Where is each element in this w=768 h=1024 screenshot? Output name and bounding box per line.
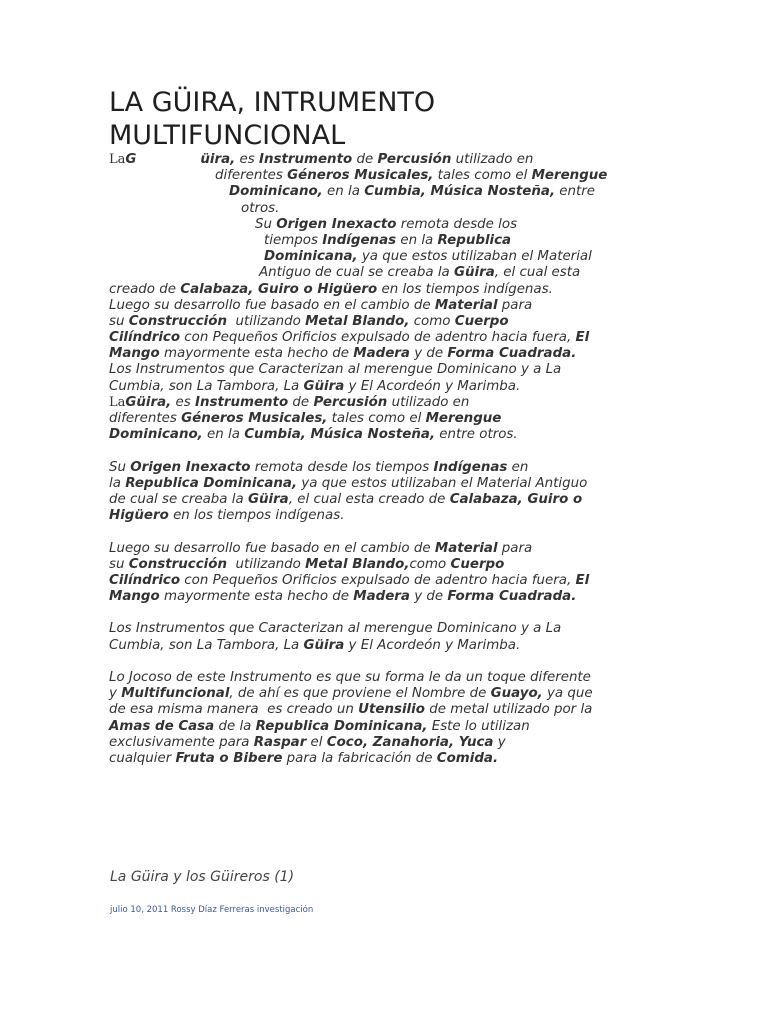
text-line: diferentes Géneros Musicales, tales como el Merengue: [215, 168, 608, 184]
page-title: LA GÜIRA, INTRUMENTO MULTIFUNCIONAL: [109, 87, 436, 151]
text-line: Lo Jocoso de este Instrumento es que su forma le da un toque diferente: [109, 670, 591, 685]
text-line: creado de Calabaza, Guiro o Higüero en los tiempos indígenas.: [109, 281, 553, 297]
text-line: cualquier Fruta o Bibere para la fabricación de Comida.: [109, 750, 499, 766]
text-line: Cilíndrico con Pequeños Orificios expulsado de adentro hacia fuera, El: [109, 330, 590, 346]
text-line: Cumbia, son La Tambora, La Güira y El Acordeón y Marimba.: [109, 637, 521, 653]
text-line: Higüero en los tiempos indígenas.: [109, 508, 345, 524]
text-line: Su Origen Inexacto remota desde los tiempos Indígenas en: [109, 459, 529, 475]
text-line: Cilíndrico con Pequeños Orificios expulsado de adentro hacia fuera, El: [109, 572, 590, 588]
text-line: LaG üira, es Instrumento de Percusión utilizado en: [109, 152, 534, 167]
text-line: la Republica Dominicana, ya que estos utilizaban el Material Antiguo: [109, 475, 588, 491]
text-line: diferentes Géneros Musicales, tales como el Merengue: [109, 411, 502, 426]
text-line: LaGüira, es Instrumento de Percusión utilizado en: [109, 394, 470, 410]
text-line: otros.: [241, 200, 280, 216]
text-line: tiempos Indígenas en la Republica: [264, 232, 512, 248]
text-line: de cual se creaba la Güira, el cual esta creado de Calabaza, Guiro o: [109, 491, 583, 507]
post-meta[interactable]: julio 10, 2011 Rossy Díaz Ferreras investigación: [110, 905, 314, 915]
article-caption: La Güira y los Güireros (1): [110, 869, 295, 885]
text-line: Su Origen Inexacto remota desde los: [255, 216, 518, 232]
text-line: Los Instrumentos que Caracterizan al merengue Dominicano y a La: [109, 621, 562, 637]
text-line: Luego su desarrollo fue basado en el cambio de Material para: [109, 540, 533, 556]
text-line: Dominicana, ya que estos utilizaban el Material: [264, 249, 592, 265]
text-line: Mango mayormente esta hecho de Madera y de Forma Cuadrada.: [109, 346, 577, 362]
text-line: Los Instrumentos que Caracterizan al merengue Dominicano y a La: [109, 362, 562, 378]
text-line: Luego su desarrollo fue basado en el cambio de Material para: [109, 297, 533, 313]
text-line: Dominicano, en la Cumbia, Música Nosteña, entre: [229, 184, 596, 200]
text-line: Amas de Casa de la Republica Dominicana, Este lo utilizan: [109, 718, 530, 734]
text-line: su Construcción utilizando Metal Blando, como Cuerpo: [109, 313, 509, 329]
text-line: Cumbia, son La Tambora, La Güira y El Acordeón y Marimba.: [109, 378, 521, 394]
text-line: Antiguo de cual se creaba la Güira, el cual esta: [259, 265, 581, 281]
article-body: [109, 152, 669, 767]
text-line: y Multifuncional, de ahí es que proviene el Nombre de Guayo, ya que: [109, 686, 593, 702]
text-line: exclusivamente para Raspar el Coco, Zanahoria, Yuca y: [109, 734, 506, 750]
text-line: Dominicano, en la Cumbia, Música Nosteña, entre otros.: [109, 427, 518, 443]
text-line: Mango mayormente esta hecho de Madera y de Forma Cuadrada.: [109, 589, 577, 605]
text-line: su Construcción utilizando Metal Blando,como Cuerpo: [109, 556, 505, 572]
text-line: de esa misma manera es creado un Utensilio de metal utilizado por la: [109, 702, 593, 718]
